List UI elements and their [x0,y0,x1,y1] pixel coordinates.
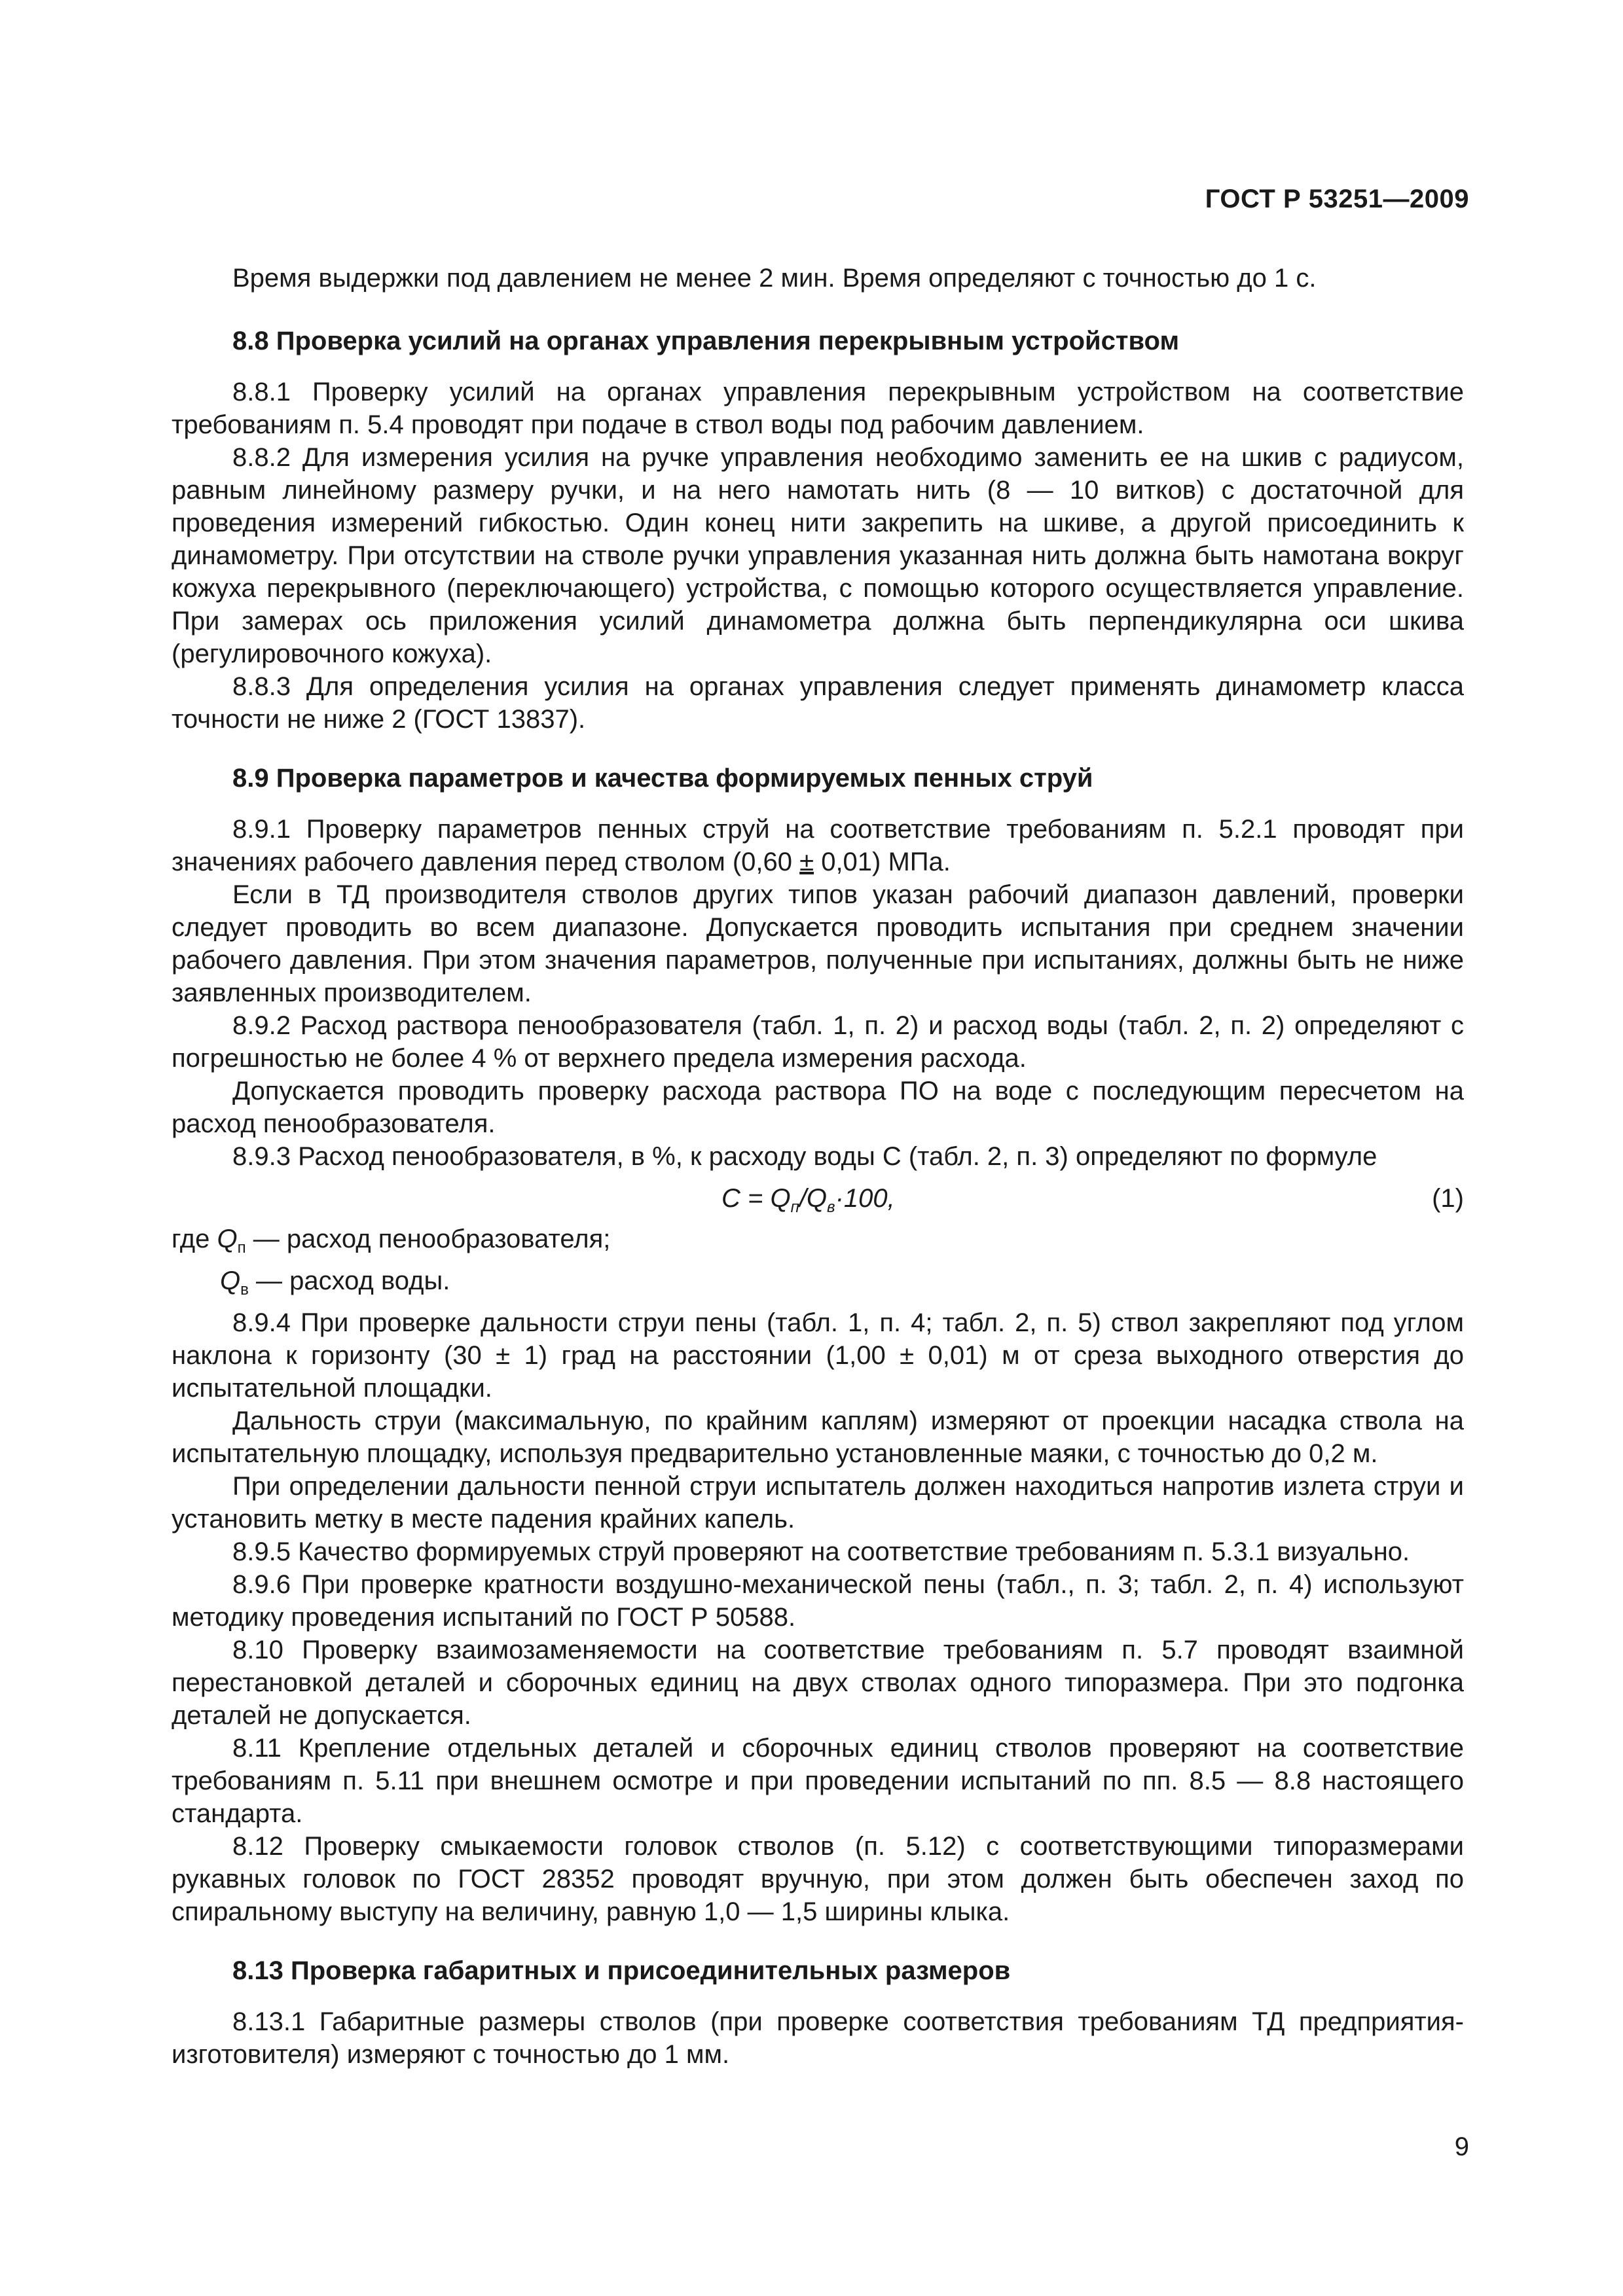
paragraph: Время выдержки под давлением не менее 2 мин. Время определяют с точностью до 1 с. [232,264,1317,293]
paragraph-8-9-5: 8.9.5 Качество формируемых струй проверяют на соответствие требованиям п. 5.3.1 визуально. [232,1537,1410,1566]
document-number: ГОСТ Р 53251—2009 [1205,185,1469,213]
paragraph-8-13-1: 8.13.1 Габаритные размеры стволов (при проверке соответствия требованиям ТД предприятия-изготовителя) измеряют с точностью до 1 мм. [172,2007,1464,2069]
equation-number: (1) [1432,1184,1464,1213]
formula-part: C = Q [721,1184,791,1213]
paragraph-8-11: 8.11 Крепление отдельных деталей и сборочных единиц стволов проверяют на соответствие требованиям п. 5.11 при внешнем осмотре и при проведении испытаний по пп. 8.5 — 8.8 настоящего стандарта. [172,1734,1464,1828]
paragraph-8-9-6: 8.9.6 При проверке кратности воздушно-механической пены (табл., п. 3; табл. 2, п. 4) используют методику проведения испытаний по ГОСТ Р 50588. [172,1570,1464,1632]
paragraph: При определении дальности пенной струи испытатель должен находиться напротив излета струи и установить метку в месте падения крайних капель. [172,1472,1464,1534]
legend-text: — расход воды. [248,1266,450,1295]
paragraph-8-9-3: 8.9.3 Расход пенообразователя, в %, к расходу воды С (табл. 2, п. 3) определяют по формуле [232,1142,1377,1171]
legend-subscript: в [240,1281,249,1299]
paragraph-8-9-1 [172,813,1464,878]
formula-part: ·100, [835,1184,895,1213]
section-heading-8-9: 8.9 Проверка параметров и качества формируемых пенных струй [232,764,1093,793]
legend-text: — расход пенообразователя; [246,1225,611,1253]
formula-legend-2 [220,1265,1464,1306]
formula-subscript: в [827,1198,835,1216]
paragraph-8-8-3: 8.8.3 Для определения усилия на органах управления следует применять динамометр класса точности не ниже 2 (ГОСТ 13837). [172,672,1464,734]
legend-symbol: Q [217,1225,238,1253]
formula-legend-1 [172,1223,1464,1265]
section-heading-8-13: 8.13 Проверка габаритных и присоединительных размеров [232,1956,1011,1985]
paragraph-8-8-2: 8.8.2 Для измерения усилия на ручке управления необходимо заменить ее на шкив с радиусом, равным линейному размеру ручки, и на него намотать нить (8 — 10 витков) с достаточной для проведения измерений гибкостью. Один конец нити закрепить на шкиве, а другой присоединить к динамометру. При отсутствии на стволе ручки управления указанная нить должна быть намотана вокруг кожуха перекрывного (переключающего) устройства, с помощью которого осуществляется управление. При замерах ось приложения усилий динамометра должна быть перпендикулярна оси шкива (регулировочного кожуха). [172,443,1464,668]
paragraph-8-9-2: 8.9.2 Расход раствора пенообразователя (табл. 1, п. 2) и расход воды (табл. 2, п. 2) определяют с погрешностью не более 4 % от верхнего предела измерения расхода. [172,1011,1464,1073]
paragraph: Дальность струи (максимальную, по крайним каплям) измеряют от проекции насадка ствола на испытательную площадку, используя предварительно установленные маяки, с точностью до 0,2 м. [172,1407,1464,1468]
text-part: 8.9.1 Проверку параметров пенных струй на соответствие требованиям п. 5.2.1 проводят при значениях рабочего давления перед стволом (0,60 [172,815,1464,876]
paragraph-8-9-4: 8.9.4 При проверке дальности струи пены (табл. 1, п. 4; табл. 2, п. 5) ствол закрепляют под углом наклона к горизонту (30 ± 1) град на расстоянии (1,00 ± 0,01) м от среза выходного отверстия до испытательной площадки. [172,1308,1464,1403]
plus-minus-sign: ± [799,848,814,876]
paragraph-8-10: 8.10 Проверку взаимозаменяемости на соответствие требованиям п. 5.7 проводят взаимной перестановкой деталей и сборочных единиц на двух стволах одного типоразмера. При это подгонка деталей не допускается. [172,1636,1464,1730]
section-heading-8-8: 8.8 Проверка усилий на органах управления перекрывным устройством [232,327,1180,355]
formula-row [172,1177,1464,1223]
text-part: 0,01) МПа. [814,848,951,876]
formula [721,1182,895,1224]
page-content [172,262,1464,2071]
page-number: 9 [1454,2132,1469,2161]
paragraph-8-12: 8.12 Проверку смыкаемости головок стволов (п. 5.12) с соответствующими типоразмерами рукавных головок по ГОСТ 28352 проводят вручную, при этом должен быть обеспечен заход по спиральному выступу на величину, равную 1,0 — 1,5 ширины клыка. [172,1832,1464,1926]
paragraph-8-8-1: 8.8.1 Проверку усилий на органах управления перекрывным устройством на соответствие требованиям п. 5.4 проводят при подаче в ствол воды под рабочим давлением. [172,378,1464,439]
paragraph: Допускается проводить проверку расхода раствора ПО на воде с последующим пересчетом на расход пенообразователя. [172,1077,1464,1138]
legend-subscript: п [237,1239,246,1257]
legend-symbol: Q [220,1266,241,1295]
paragraph: Если в ТД производителя стволов других типов указан рабочий диапазон давлений, проверки следует проводить во всем диапазоне. Допускается проводить испытания при среднем значении рабочего давления. При этом значения параметров, полученные при испытаниях, должны быть не ниже заявленных производителем. [172,880,1464,1007]
formula-subscript: п [790,1198,799,1216]
formula-part: /Q [799,1184,828,1213]
legend-prefix: где [172,1225,217,1253]
